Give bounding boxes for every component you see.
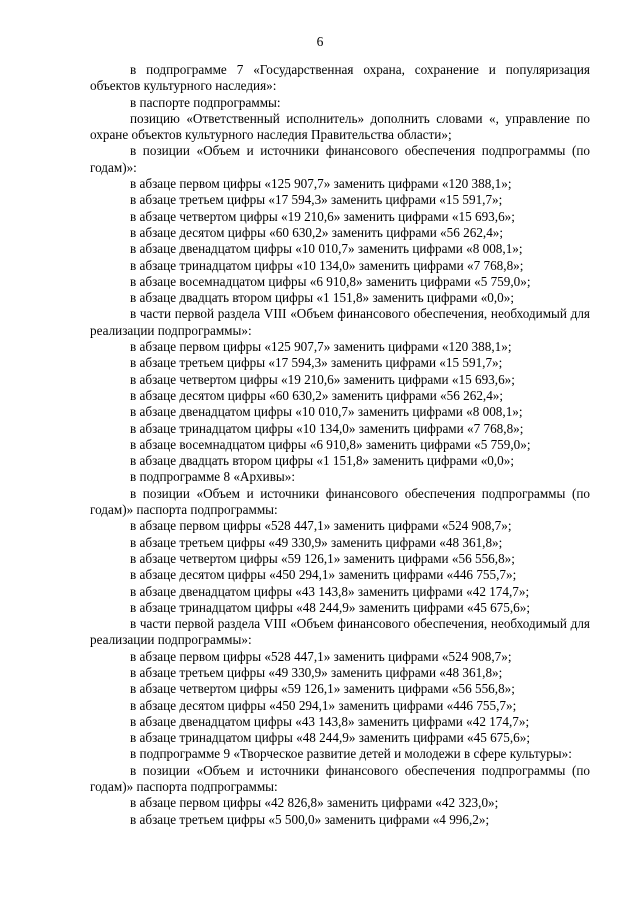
paragraph: в абзаце десятом цифры «60 630,2» заменить цифрами «56 262,4»;	[130, 224, 504, 240]
paragraph: в абзаце первом цифры «528 447,1» заменить цифрами «524 908,7»;	[130, 648, 512, 664]
paragraph: в абзаце восемнадцатом цифры «6 910,8» заменить цифрами «5 759,0»;	[130, 273, 531, 289]
paragraph: в абзаце двенадцатом цифры «10 010,7» заменить цифрами «8 008,1»;	[130, 241, 523, 257]
paragraph: в абзаце тринадцатом цифры «10 134,0» заменить цифрами «7 768,8»;	[130, 420, 524, 436]
paragraph: в абзаце первом цифры «125 907,7» заменить цифрами «120 388,1»;	[130, 339, 512, 355]
paragraph: в абзаце восемнадцатом цифры «6 910,8» заменить цифрами «5 759,0»;	[130, 436, 531, 452]
paragraph: позицию «Ответственный исполнитель» дополнить словами «, управление по охране объектов культурного наследия Правительства области»;	[90, 110, 590, 143]
paragraph: в абзаце четвертом цифры «59 126,1» заменить цифрами «56 556,8»;	[130, 550, 515, 566]
paragraph: в абзаце третьем цифры «49 330,9» заменить цифрами «48 361,8»;	[130, 534, 503, 550]
paragraph: в абзаце четвертом цифры «19 210,6» заменить цифрами «15 693,6»;	[130, 371, 515, 387]
paragraph: в абзаце тринадцатом цифры «48 244,9» заменить цифрами «45 675,6»;	[130, 599, 531, 615]
paragraph: в абзаце тринадцатом цифры «48 244,9» заменить цифрами «45 675,6»;	[130, 730, 531, 746]
paragraph: в абзаце двенадцатом цифры «10 010,7» заменить цифрами «8 008,1»;	[130, 404, 523, 420]
paragraph: в части первой раздела VIII «Объем финансового обеспечения, необходимый для реализации подпрограммы»:	[90, 306, 590, 338]
paragraph: в абзаце двенадцатом цифры «43 143,8» заменить цифрами «42 174,7»;	[130, 713, 530, 729]
paragraph: в абзаце первом цифры «125 907,7» заменить цифрами «120 388,1»;	[130, 176, 512, 192]
paragraph: в абзаце первом цифры «42 826,8» заменить цифрами «42 323,0»;	[130, 795, 499, 811]
paragraph: в абзаце третьем цифры «17 594,3» заменить цифрами «15 591,7»;	[130, 192, 503, 208]
paragraph: в позиции «Объем и источники финансового обеспечения подпрограммы (по годам)» паспорта подпрограммы:	[90, 762, 590, 795]
paragraph: в абзаце тринадцатом цифры «10 134,0» заменить цифрами «7 768,8»;	[130, 257, 524, 273]
paragraph: в паспорте подпрограммы:	[130, 94, 281, 110]
paragraph: в подпрограмме 7 «Государственная охрана, сохранение и популяризация объектов культурного наследия»:	[90, 62, 590, 94]
document-body	[90, 62, 590, 828]
paragraph: в абзаце третьем цифры «5 500,0» заменить цифрами «4 996,2»;	[130, 811, 490, 827]
paragraph: в абзаце четвертом цифры «19 210,6» заменить цифрами «15 693,6»;	[130, 208, 515, 224]
page-number: 6	[316, 34, 324, 49]
paragraph: в подпрограмме 8 «Архивы»:	[130, 469, 296, 485]
paragraph: в абзаце двадцать втором цифры «1 151,8» заменить цифрами «0,0»;	[130, 290, 515, 306]
paragraph: в абзаце двенадцатом цифры «43 143,8» заменить цифрами «42 174,7»;	[130, 583, 530, 599]
paragraph: в позиции «Объем и источники финансового обеспечения подпрограммы (по годам)» паспорта подпрограммы:	[90, 485, 590, 518]
paragraph: в абзаце третьем цифры «49 330,9» заменить цифрами «48 361,8»;	[130, 664, 503, 680]
paragraph: в абзаце третьем цифры «17 594,3» заменить цифрами «15 591,7»;	[130, 355, 503, 371]
paragraph: в абзаце десятом цифры «450 294,1» заменить цифрами «446 755,7»;	[130, 697, 517, 713]
paragraph: в подпрограмме 9 «Творческое развитие детей и молодежи в сфере культуры»:	[130, 746, 572, 762]
paragraph: в абзаце четвертом цифры «59 126,1» заменить цифрами «56 556,8»;	[130, 681, 515, 697]
paragraph: в позиции «Объем и источники финансового обеспечения подпрограммы (по годам)»:	[90, 143, 590, 175]
paragraph: в абзаце первом цифры «528 447,1» заменить цифрами «524 908,7»;	[130, 518, 512, 534]
paragraph: в абзаце десятом цифры «60 630,2» заменить цифрами «56 262,4»;	[130, 387, 504, 403]
paragraph: в абзаце двадцать втором цифры «1 151,8» заменить цифрами «0,0»;	[130, 453, 515, 469]
paragraph: в части первой раздела VIII «Объем финансового обеспечения, необходимый для реализации подпрограммы»:	[90, 616, 590, 648]
paragraph: в абзаце десятом цифры «450 294,1» заменить цифрами «446 755,7»;	[130, 567, 517, 583]
